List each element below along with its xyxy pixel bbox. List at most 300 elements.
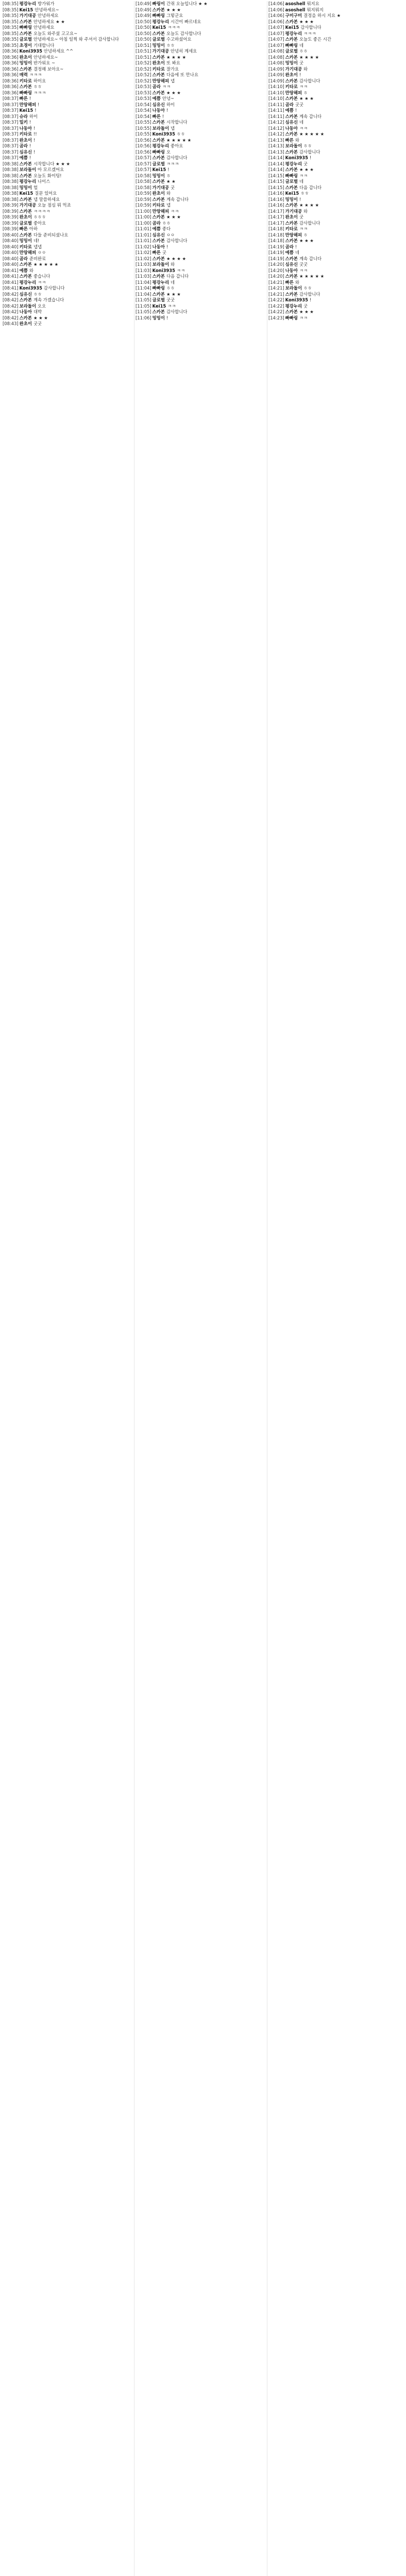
message-text: 감사합니다: [299, 78, 320, 83]
chat-line: [268, 250, 399, 256]
message-text: 네: [171, 279, 175, 285]
message-timestamp: [10:49]: [136, 13, 151, 18]
message-text: 안녕하세요: [38, 13, 59, 18]
chat-line: [136, 96, 266, 102]
message-timestamp: [14:13]: [268, 149, 284, 155]
chat-line: [268, 55, 399, 61]
message-timestamp: [14:19]: [268, 250, 284, 255]
message-timestamp: [11:03]: [136, 274, 151, 279]
message-text: 와: [295, 279, 299, 285]
message-timestamp: [14:07]: [268, 42, 284, 48]
message-text: 굿: [162, 250, 166, 255]
message-timestamp: [14:15]: [268, 179, 284, 184]
message-text: ㅋㅋ: [299, 125, 308, 131]
message-author: 예쁨: [285, 108, 294, 113]
message-timestamp: [08:39]: [3, 214, 19, 219]
message-timestamp: [14:08]: [268, 60, 284, 65]
message-author: 스카본: [19, 19, 32, 24]
message-timestamp: [11:05]: [136, 303, 151, 309]
message-text: !: [309, 297, 312, 302]
chat-line: [268, 72, 399, 78]
message-author: 예쁨: [19, 155, 28, 160]
message-author: 빠른: [152, 113, 161, 119]
chat-line: [136, 214, 266, 221]
message-text: 질문 있어요: [35, 191, 57, 196]
chat-line: [136, 202, 266, 209]
message-text: 하이: [29, 113, 38, 119]
message-text: 네: [299, 42, 304, 48]
message-timestamp: [08:36]: [3, 60, 19, 65]
message-text: 넵: [171, 125, 175, 131]
message-author: 스카본: [19, 297, 32, 302]
message-author: Kei15: [19, 7, 33, 12]
message-timestamp: [10:55]: [136, 131, 151, 137]
chat-line: [3, 315, 133, 321]
message-author: 만땅해피: [152, 78, 170, 83]
message-author: 밍밍이: [285, 60, 298, 65]
message-text: 좋아요: [33, 220, 46, 226]
message-text: 안녕하세요 ^^: [43, 48, 74, 54]
message-timestamp: [11:05]: [136, 297, 151, 302]
message-author: 스카본: [285, 202, 298, 208]
message-author: 곰라: [19, 256, 28, 261]
message-text: 나이스: [38, 179, 50, 184]
message-text: 대박: [33, 309, 42, 314]
chat-line: [3, 114, 133, 120]
chat-line: [268, 143, 399, 149]
chat-line: [268, 268, 399, 274]
message-timestamp: [10:56]: [136, 143, 151, 148]
chat-line: [268, 179, 399, 185]
message-text: 굿굿: [166, 297, 175, 302]
message-author: 보라돌이: [152, 125, 170, 131]
message-text: 굿: [299, 214, 304, 219]
message-text: 넵: [166, 202, 171, 208]
message-timestamp: [14:16]: [268, 191, 284, 196]
message-timestamp: [14:13]: [268, 137, 284, 143]
message-text: ㅋㅋ: [299, 315, 308, 320]
message-timestamp: [08:36]: [3, 84, 19, 89]
message-author: 곰라: [152, 84, 161, 89]
message-text: 시작합니다 ★ ★ ★: [33, 161, 70, 166]
message-timestamp: [10:51]: [136, 48, 151, 54]
message-author: 심유신: [285, 120, 298, 125]
message-text: ★ ★ ★ ★ ★: [166, 137, 192, 143]
message-text: 오늘도 좋은 시간: [299, 37, 331, 42]
message-text: ㅇㅇ: [38, 250, 46, 255]
message-text: 감사합니다: [166, 238, 188, 243]
message-text: ㅋㅋㅋㅋ: [33, 208, 50, 214]
chat-line: [3, 102, 133, 108]
chat-line: [268, 292, 399, 298]
chat-line: [268, 138, 399, 144]
message-text: 계속 가겠습니다: [33, 297, 64, 302]
message-author: 심유신: [152, 101, 165, 107]
message-timestamp: [08:37]: [3, 155, 19, 160]
chat-line: [3, 78, 133, 84]
message-author: 평강누리: [19, 179, 37, 184]
message-author: 예쁨: [19, 267, 28, 273]
chat-line: [268, 37, 399, 43]
message-timestamp: [14:14]: [268, 155, 284, 160]
message-text: 굿굿: [299, 262, 308, 267]
message-text: 뭐지요: [307, 1, 319, 6]
chat-line: [3, 31, 133, 37]
message-text: ㅋㅋ: [162, 84, 171, 89]
message-author: 빠른: [19, 226, 28, 231]
message-author: 보라돌이: [152, 262, 170, 267]
message-text: ★ ★ ★: [166, 214, 181, 219]
chat-line: [3, 155, 133, 161]
chat-line: [3, 232, 133, 239]
message-timestamp: [08:37]: [3, 143, 19, 148]
message-timestamp: [10:57]: [136, 167, 151, 172]
message-timestamp: [14:09]: [268, 72, 284, 77]
chat-line: [268, 232, 399, 239]
chat-line: [268, 185, 399, 191]
message-author: 스카본: [19, 66, 32, 72]
message-author: 스카본: [152, 155, 165, 160]
message-text: 기대합니다: [33, 42, 55, 48]
message-timestamp: [08:35]: [3, 7, 19, 12]
message-timestamp: [14:16]: [268, 196, 284, 202]
message-text: !: [167, 167, 170, 172]
chat-line: [268, 262, 399, 268]
message-author: 가기대공: [19, 13, 37, 18]
message-timestamp: [08:42]: [3, 303, 19, 309]
message-author: 빠빠링: [152, 285, 165, 291]
chat-line: [136, 25, 266, 31]
message-author: 글로벌: [19, 37, 32, 42]
chat-line: [136, 244, 266, 250]
chat-line: [3, 238, 133, 244]
message-author: 완초이: [285, 72, 298, 77]
message-timestamp: [08:38]: [3, 184, 19, 190]
chat-line: [268, 221, 399, 227]
message-text: 안녕하세요: [33, 25, 55, 30]
chat-line: [3, 167, 133, 173]
message-text: 네: [299, 120, 304, 125]
chat-line: [3, 120, 133, 126]
message-author: 스카본: [285, 37, 298, 42]
message-timestamp: [14:19]: [268, 244, 284, 249]
message-text: !: [29, 155, 31, 160]
message-timestamp: [10:54]: [136, 113, 151, 119]
message-author: 스카본: [152, 256, 165, 261]
message-text: ㅋㅋ: [299, 173, 308, 178]
message-author: 빠빠링: [285, 315, 298, 320]
message-text: !: [162, 113, 164, 119]
message-timestamp: [14:12]: [268, 120, 284, 125]
message-author: 밍밍이: [152, 173, 165, 178]
chat-line: [136, 131, 266, 138]
message-author: 평강누리: [152, 19, 170, 24]
message-author: 키타로: [19, 131, 32, 137]
chat-line: [136, 155, 266, 161]
message-author: 평강누리: [152, 279, 170, 285]
chat-line: [268, 1, 399, 7]
chat-line: [136, 297, 266, 303]
message-text: 방가워가: [38, 1, 55, 6]
chat-line: [3, 262, 133, 268]
message-timestamp: [08:36]: [3, 90, 19, 95]
message-timestamp: [11:04]: [136, 285, 151, 291]
chat-line: [268, 78, 399, 84]
message-author: 평강누리: [285, 161, 302, 166]
message-text: 좋다: [162, 226, 171, 231]
message-author: 초경이: [19, 42, 32, 48]
message-text: !!: [33, 131, 37, 137]
message-text: 안녕~: [162, 96, 175, 101]
message-author: 스카본: [19, 274, 32, 279]
chat-line: [3, 161, 133, 167]
message-text: 하이: [166, 101, 175, 107]
message-author: 완초이: [152, 191, 165, 196]
message-text: 감사합니다: [166, 309, 188, 314]
chat-line: [3, 179, 133, 185]
message-timestamp: [10:50]: [136, 37, 151, 42]
message-timestamp: [10:52]: [136, 66, 151, 72]
message-timestamp: [10:58]: [136, 184, 151, 190]
chat-line: [268, 13, 399, 19]
message-text: 다음에 또 만나요: [166, 72, 198, 77]
message-text: ★ ★ ★: [166, 7, 181, 12]
message-text: ㅎ: [166, 173, 171, 178]
chat-line: [3, 48, 133, 55]
message-author: 스카본: [152, 238, 165, 243]
chat-line: [268, 161, 399, 167]
chat-line: [3, 226, 133, 232]
message-author: 가기대공: [152, 184, 170, 190]
chat-line: [136, 161, 266, 167]
chat-line: [3, 256, 133, 262]
message-author: 보라돌이: [19, 303, 37, 309]
chat-line: [3, 90, 133, 96]
message-text: ★ ★ ★ ★ ★: [299, 274, 325, 279]
chat-line: [3, 292, 133, 298]
message-text: ㅋㅋㅋ: [167, 25, 180, 30]
message-text: ★ ★ ★ ★: [166, 256, 186, 261]
message-author: 스카본: [285, 96, 298, 101]
message-author: Kei15: [285, 191, 299, 196]
message-timestamp: [14:20]: [268, 267, 284, 273]
message-author: 나동아: [19, 309, 32, 314]
message-author: 나동아: [19, 125, 32, 131]
message-timestamp: [08:39]: [3, 220, 19, 226]
message-author: 키타로: [285, 226, 298, 231]
chat-line: [268, 96, 399, 102]
message-text: 오오: [38, 303, 46, 309]
message-author: Koni3935: [285, 297, 308, 302]
message-author: 나동아: [285, 267, 298, 273]
chat-line: [268, 131, 399, 138]
message-author: 빠빠링: [19, 25, 32, 30]
message-text: ㅋㅋ: [299, 84, 308, 89]
message-timestamp: [14:07]: [268, 25, 284, 30]
message-timestamp: [14:20]: [268, 262, 284, 267]
message-timestamp: [08:37]: [3, 101, 19, 107]
message-timestamp: [10:53]: [136, 90, 151, 95]
message-text: !: [309, 155, 312, 160]
message-timestamp: [10:57]: [136, 161, 151, 166]
message-author: 글로벌: [285, 179, 298, 184]
message-author: Kei15: [285, 25, 299, 30]
message-author: 빠빠링: [285, 42, 298, 48]
message-text: ★ ★ ★ ★: [299, 202, 319, 208]
message-text: ㅋㅋ: [176, 267, 185, 273]
chat-line: [268, 244, 399, 250]
chat-line: [3, 1, 133, 7]
chat-line: [268, 167, 399, 173]
message-text: 하이요: [33, 78, 46, 83]
message-timestamp: [08:38]: [3, 179, 19, 184]
message-author: 키타로: [19, 78, 32, 83]
message-timestamp: [14:06]: [268, 19, 284, 24]
message-text: !: [29, 143, 31, 148]
message-author: asoshell: [285, 1, 306, 6]
message-timestamp: [08:35]: [3, 19, 19, 24]
chat-line: [136, 48, 266, 55]
chat-line: [136, 78, 266, 84]
message-timestamp: [08:35]: [3, 30, 19, 36]
message-text: 헐: [33, 184, 38, 190]
chat-line: [268, 60, 399, 66]
message-text: ㅋㅋㅋ: [33, 90, 46, 95]
message-text: 와: [303, 208, 308, 214]
message-author: 완초이: [285, 214, 298, 219]
message-timestamp: [10:59]: [136, 191, 151, 196]
message-author: 예쁨: [285, 250, 294, 255]
chat-line: [3, 66, 133, 73]
message-timestamp: [08:37]: [3, 113, 19, 119]
chat-line: [136, 19, 266, 25]
chat-line: [136, 149, 266, 156]
message-timestamp: [08:37]: [3, 120, 19, 125]
message-text: 안녕하세요 ★ ★: [33, 19, 65, 24]
message-text: 결정을 하시 지요 ★: [303, 13, 341, 18]
message-text: 와: [166, 191, 171, 196]
chat-line: [268, 84, 399, 90]
chat-line: [3, 285, 133, 292]
chat-line: [268, 120, 399, 126]
message-author: 나동아: [152, 244, 165, 249]
message-timestamp: [08:41]: [3, 279, 19, 285]
message-author: 빠빠링: [152, 149, 165, 155]
message-timestamp: [10:52]: [136, 72, 151, 77]
message-text: 준비완료: [29, 256, 46, 261]
message-timestamp: [08:37]: [3, 149, 19, 155]
message-author: Kei15: [19, 108, 33, 113]
message-author: 완초이: [19, 137, 32, 143]
message-timestamp: [14:21]: [268, 285, 284, 291]
message-author: 가기대공: [19, 202, 37, 208]
message-text: 계속 갑니다: [299, 256, 322, 261]
message-text: 굿굿: [295, 101, 304, 107]
message-text: ★ ★ ★ ★ ★: [33, 262, 59, 267]
message-timestamp: [14:17]: [268, 220, 284, 226]
chat-line: [3, 303, 133, 310]
chat-column: [267, 1, 400, 2576]
message-author: 완초이: [19, 54, 32, 60]
message-text: ★ ★ ★: [299, 167, 314, 172]
message-timestamp: [14:13]: [268, 143, 284, 148]
message-author: 완초이: [19, 214, 32, 219]
message-author: 보라돌이: [19, 167, 37, 172]
message-timestamp: [08:40]: [3, 262, 19, 267]
message-timestamp: [14:14]: [268, 161, 284, 166]
message-text: 오: [166, 149, 171, 155]
chat-line: [268, 149, 399, 156]
message-timestamp: [11:03]: [136, 267, 151, 273]
chat-line: [3, 309, 133, 315]
message-text: 간쥐 오늘입니다 ★ ★: [166, 1, 208, 6]
message-timestamp: [11:02]: [136, 256, 151, 261]
message-timestamp: [11:06]: [136, 315, 151, 320]
message-timestamp: [08:36]: [3, 66, 19, 72]
message-timestamp: [14:17]: [268, 208, 284, 214]
message-author: Koni3935: [152, 131, 175, 137]
message-text: ㅋㅋ: [171, 208, 179, 214]
chat-line: [136, 256, 266, 262]
message-timestamp: [14:11]: [268, 113, 284, 119]
chat-line: [268, 202, 399, 209]
chat-line: [3, 197, 133, 203]
message-timestamp: [11:01]: [136, 238, 151, 243]
message-timestamp: [11:01]: [136, 232, 151, 238]
message-text: 굿: [303, 303, 308, 309]
message-author: 밍밍이: [285, 196, 298, 202]
message-text: 계속 갑니다: [166, 196, 189, 202]
message-text: !: [33, 137, 36, 143]
message-timestamp: [08:36]: [3, 72, 19, 77]
message-author: 스카본: [152, 137, 165, 143]
message-text: ㅎㅎㅎ: [33, 214, 46, 219]
chat-line: [136, 138, 266, 144]
message-text: 와: [29, 267, 33, 273]
message-author: 가기대공: [285, 66, 302, 72]
message-timestamp: [14:07]: [268, 30, 284, 36]
message-timestamp: [08:43]: [3, 321, 19, 326]
chat-line: [3, 37, 133, 43]
message-text: 감사합니다: [299, 149, 320, 155]
chat-line: [136, 197, 266, 203]
message-text: 좋아요: [171, 143, 183, 148]
message-timestamp: [08:42]: [3, 297, 19, 302]
message-text: 좋습니다: [33, 274, 50, 279]
message-author: 만땅해피: [152, 208, 170, 214]
chat-line: [136, 126, 266, 132]
message-author: 밍밍이: [152, 315, 165, 320]
chat-line: [268, 66, 399, 73]
message-author: 빠링이: [152, 1, 165, 6]
message-timestamp: [14:20]: [268, 274, 284, 279]
message-author: 키타로: [152, 202, 165, 208]
message-text: 아하: [29, 226, 38, 231]
message-author: 스카본: [152, 90, 165, 95]
message-text: !: [295, 244, 297, 249]
chat-line: [268, 226, 399, 232]
chat-line: [268, 114, 399, 120]
message-author: 스카본: [285, 78, 298, 83]
message-author: 밍밍이: [152, 42, 165, 48]
chat-line: [136, 262, 266, 268]
chat-line: [136, 167, 266, 173]
message-author: 스카본: [19, 262, 32, 267]
message-author: asoshell: [285, 7, 306, 12]
message-author: 심유신: [19, 149, 32, 155]
message-timestamp: [11:01]: [136, 226, 151, 231]
message-timestamp: [14:22]: [268, 303, 284, 309]
